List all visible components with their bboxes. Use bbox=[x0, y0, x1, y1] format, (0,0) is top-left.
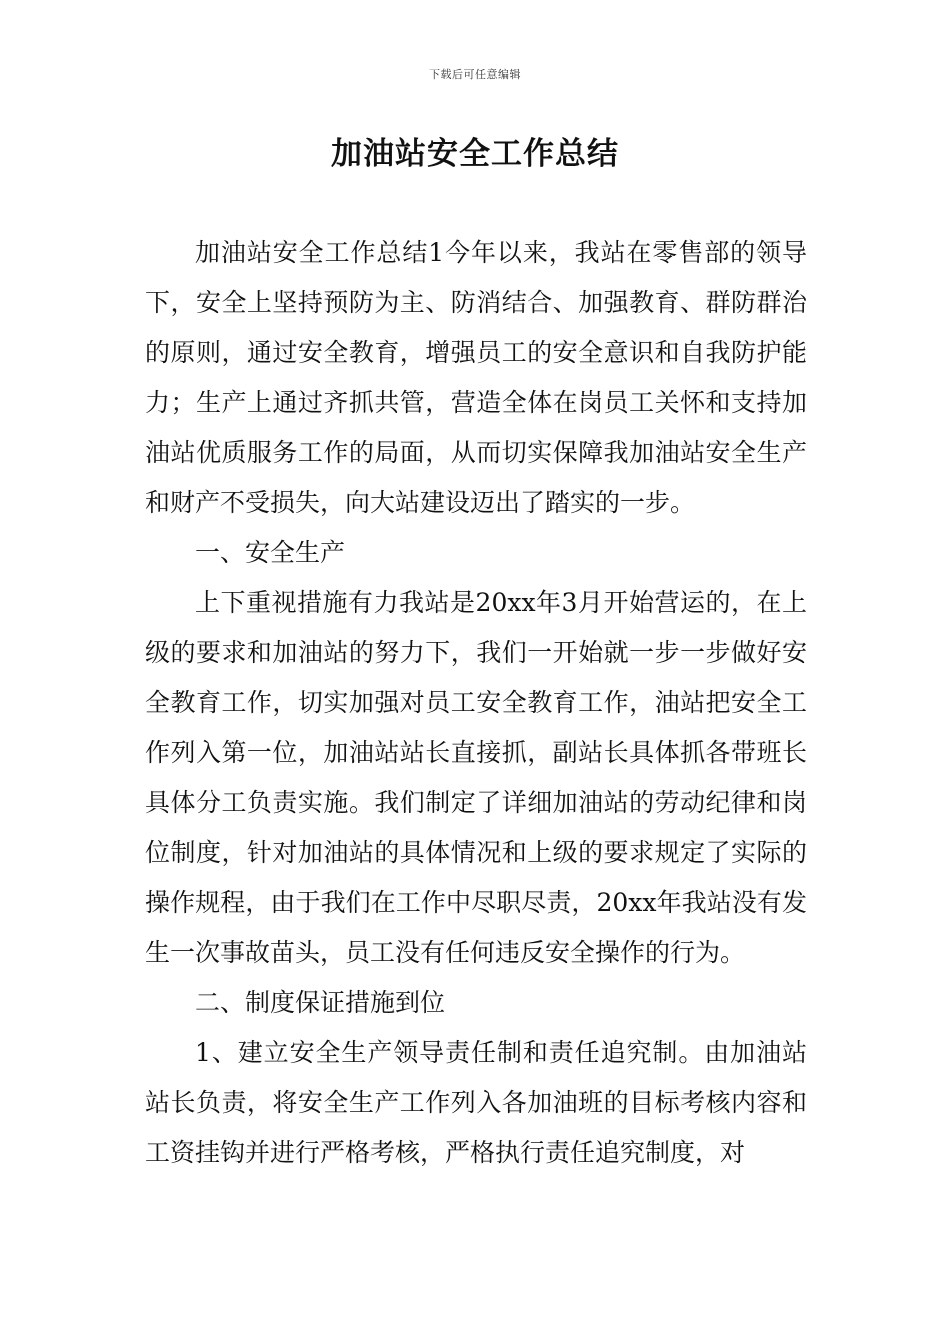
section-heading-1: 一、安全生产 bbox=[195, 538, 346, 567]
document-title: 加油站安全工作总结 bbox=[331, 136, 619, 172]
section-heading-2: 二、制度保证措施到位 bbox=[195, 988, 446, 1017]
paragraph-responsibility-system: 1、建立安全生产领导责任制和责任追究制。由加油站站长负责，将安全生产工作列入各加油班的目标考核内容和工资挂钩并进行严格考核，严格执行责任追究制度，对 bbox=[145, 1038, 807, 1167]
document-body bbox=[145, 228, 807, 1178]
paragraph-intro: 加油站安全工作总结1今年以来，我站在零售部的领导下，安全上坚持预防为主、防消结合、加强教育、群防群治的原则，通过安全教育，增强员工的安全意识和自我防护能力；生产上通过齐抓共管，营造全体在岗员工关怀和支持加油站优质服务工作的局面，从而切实保障我加油站安全生产和财产不受损失，向大站建设迈出了踏实的一步。 bbox=[145, 238, 807, 517]
header-note: 下载后可任意编辑 bbox=[429, 68, 521, 81]
paragraph-safety-production: 上下重视措施有力我站是20xx年3月开始营运的，在上级的要求和加油站的努力下，我们一开始就一步一步做好安全教育工作，切实加强对员工安全教育工作，油站把安全工作列入第一位，加油站站长直接抓，副站长具体抓各带班长具体分工负责实施。我们制定了详细加油站的劳动纪律和岗位制度，针对加油站的具体情况和上级的要求规定了实际的操作规程，由于我们在工作中尽职尽责，20xx年我站没有发生一次事故苗头，员工没有任何违反安全操作的行为。 bbox=[145, 588, 807, 967]
